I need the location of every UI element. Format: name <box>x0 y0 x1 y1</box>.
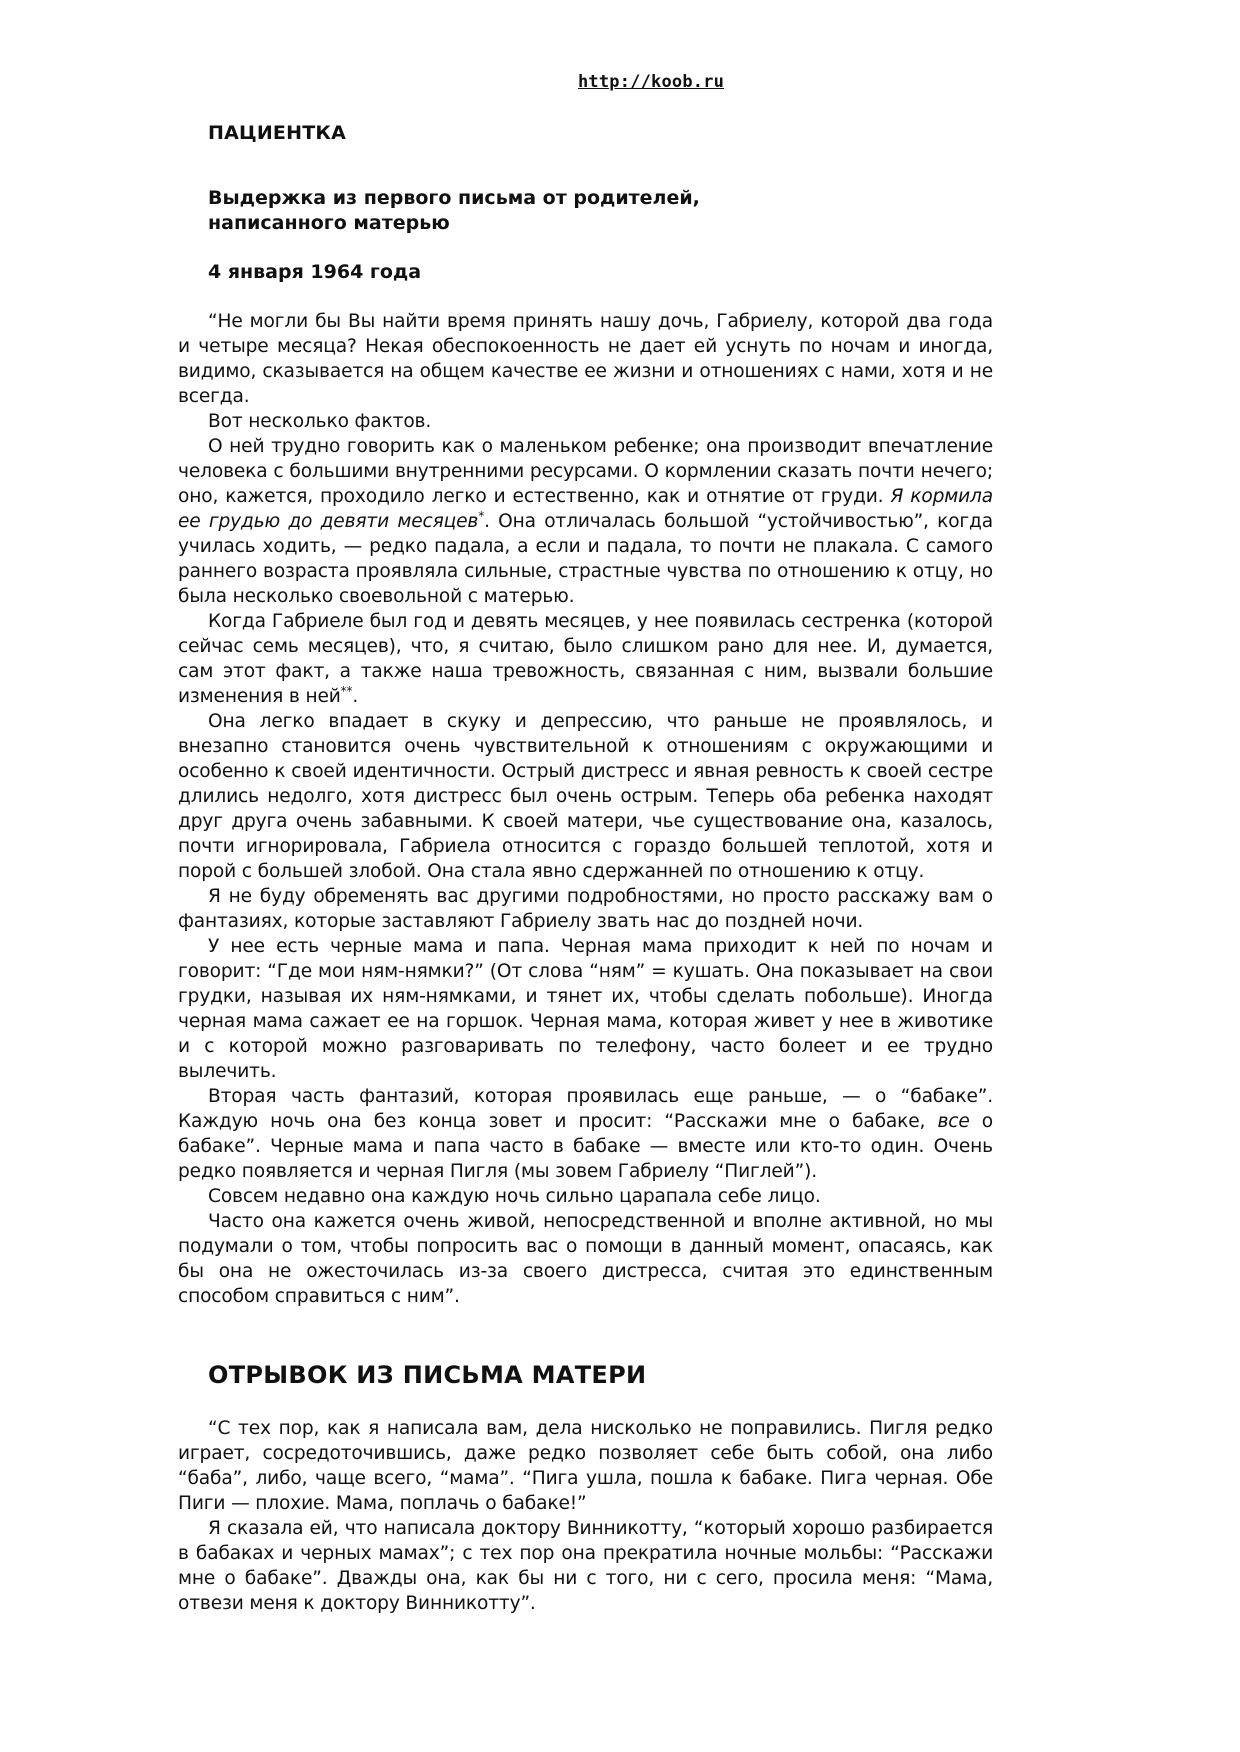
paragraph <box>178 609 993 709</box>
italic-text: все <box>937 1111 970 1132</box>
footnote-marker[interactable]: * <box>478 508 485 523</box>
document-title: ПАЦИЕНТКА <box>208 122 347 144</box>
letter-date: 4 января 1964 года <box>208 261 422 283</box>
paragraph: Часто она кажется очень живой, непосредственной и вполне активной, но мы подумали о том, чтобы попросить вас о помощи в данный момент, опасаясь, как бы она не ожесточилась из-за своего дистресса, считая это единственным способом справиться с ним”. <box>178 1211 993 1307</box>
paragraph: Она легко впадает в скуку и депрессию, что раньше не проявлялось, и внезапно становится очень чувствительной к отношениям с окружающими и особенно к своей идентичности. Острый дистресс и явная ревность к своей сестре длились недолго, хотя дистресс был очень острым. Теперь оба ребенка находят друг друга очень забавными. К своей матери, чье существование она, казалось, почти игнорировала, Габриела относится с гораздо большей теплотой, хотя и порой с большей злобой. Она стала явно сдержанней по отношению к отцу. <box>178 711 993 882</box>
paragraph: У нее есть черные мама и папа. Черная мама приходит к ней по ночам и говорит: “Где мои ням-нямки?” (От слова “ням” = кушать. Она показывает на свои грудки, называя их ням-нямками, и тянет их, чтобы сделать побольше). Иногда черная мама сажает ее на горшок. Черная мама, которая живет у нее в животике и с которой можно разговаривать по телефону, часто болеет и ее трудно вылечить. <box>178 936 993 1082</box>
paragraph <box>178 1084 993 1184</box>
paragraph-text: о бабаке”. Черные мама и папа часто в бабаке — вместе или кто-то один. Очень редко появляется и черная Пигля (мы зовем Габриелу “Пиглей”). <box>178 1111 994 1182</box>
paragraph-text: . Она отличалась большой “устойчивостью”, когда училась ходить, — редко падала, а если и падала, то почти не плакала. С самого раннего возраста проявляла сильные, страстные чувства по отношению к отцу, но была несколько своевольной с матерью. <box>178 511 993 607</box>
paragraph: “Не могли бы Вы найти время принять нашу дочь, Габриелу, которой два года и четыре месяца? Некая обеспокоенность не дает ей уснуть по ночам и иногда, видимо, сказывается на общем качестве ее жизни и отношениях с нами, хотя и не всегда. <box>178 311 993 407</box>
site-link[interactable]: http://koob.ru <box>578 72 725 92</box>
paragraph: Я не буду обременять вас другими подробностями, но просто расскажу вам о фантазиях, которые заставляют Габриелу звать нас до поздней ночи. <box>178 886 993 932</box>
first-letter <box>178 309 993 1309</box>
paragraph-text: Вторая часть фантазий, которая проявилась еще раньше, — о “бабаке”. Каждую ночь она без конца зовет и просит: “Расскажи мне о бабаке, <box>178 1086 993 1132</box>
paragraph <box>178 434 993 609</box>
footnote-marker[interactable]: ** <box>340 683 353 698</box>
document-subtitle <box>208 186 993 236</box>
paragraph: “С тех пор, как я написала вам, дела нисколько не поправились. Пигля редко играет, сосредоточившись, даже редко позволяет себе быть собой, она либо “баба”, либо, чаще всего, “мама”. “Пига ушла, пошла к бабаке. Пига черная. Обе Пиги — плохие. Мама, поплачь о бабаке!” <box>178 1418 993 1514</box>
paragraph-text: Когда Габриеле был год и девять месяцев, у нее появилась сестренка (которой сейчас семь месяцев), что, я считаю, было слишком рано для нее. И, думается, сам этот факт, а также наша тревожность, связанная с ним, вызвали большие изменения в ней <box>178 611 993 707</box>
subtitle-line-2: написанного матерью <box>208 212 450 234</box>
section-heading: ОТРЫВОК ИЗ ПИСЬМА МАТЕРИ <box>208 1361 647 1389</box>
document-content <box>178 118 993 1616</box>
italic-text: Я кормила ее грудью до девяти месяцев <box>178 486 994 532</box>
paragraph: Вот несколько фактов. <box>208 411 432 432</box>
subtitle-line-1: Выдержка из первого письма от родителей, <box>208 187 700 209</box>
paragraph-text: О ней трудно говорить как о маленьком ребенке; она производит впечатление человека с большими внутренними ресурсами. О кормлении сказать почти нечего; оно, кажется, проходило легко и естественно, как и отнятие от груди. <box>178 436 993 507</box>
second-letter <box>178 1416 993 1616</box>
paragraph: Я сказала ей, что написала доктору Винникотту, “который хорошо разбирается в бабаках и черных мамах”; с тех пор она прекратила ночные мольбы: “Расскажи мне о бабаке”. Дважды она, как бы ни с того, ни с сего, просила меня: “Мама, отвези меня к доктору Винникотту”. <box>178 1518 993 1614</box>
paragraph: Совсем недавно она каждую ночь сильно царапала себе лицо. <box>208 1186 821 1207</box>
paragraph-text: . <box>352 686 359 707</box>
